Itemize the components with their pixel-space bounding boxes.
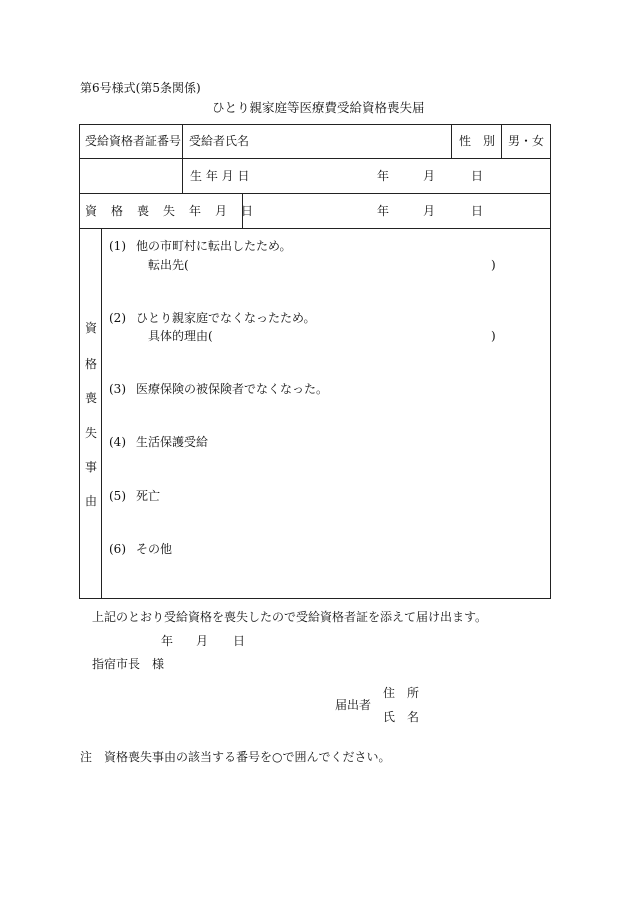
form-table [79,124,551,599]
reason-label-char: 資 [85,321,98,335]
notifier-name-label: 氏 名 [383,710,420,724]
birth-month: 月 [423,169,436,183]
loss-year: 年 [377,204,390,218]
reason-4-text: 生活保護受給 [136,435,209,449]
reason-5-text: 死亡 [136,489,161,503]
reason-label-char: 由 [85,494,98,508]
reason-1-text: 他の市町村に転出したため。 [136,239,292,253]
loss-month: 月 [423,204,436,218]
reason-1-number[interactable]: (1) [109,239,126,253]
reason-2-close: ) [491,329,496,343]
reason-label-char: 喪 [85,391,98,405]
reason-2-sub: 具体的理由( [148,329,213,343]
date-day: 日 [233,634,246,648]
reason-6-number[interactable]: (6) [109,542,126,556]
reason-6-text: その他 [136,542,173,556]
recipient-name-label: 受給者氏名 [189,134,250,148]
reason-5-number[interactable]: (5) [109,489,126,503]
reason-1-sub: 転出先( [148,258,189,272]
reason-3-text: 医療保険の被保険者でなくなった。 [136,382,329,396]
cert-number-label: 受給資格者証番号 [85,134,182,148]
date-month: 月 [196,634,209,648]
birth-year: 年 [377,169,390,183]
reason-1-close: ) [491,258,496,272]
reason-2-text: ひとり親家庭でなくなったため。 [136,311,316,325]
reason-2-number[interactable]: (2) [109,311,126,325]
form-number: 第6号様式(第5条関係) [80,81,201,95]
date-year: 年 [161,634,174,648]
page-title: ひとり親家庭等医療費受給資格喪失届 [212,100,425,115]
reason-label-char: 事 [85,460,98,474]
birthdate-label: 生 年 月 日 [190,169,250,183]
reason-label-char: 格 [85,357,98,371]
addressee: 指宿市長 様 [92,657,165,671]
notifier-address-label: 住 所 [383,686,420,700]
statement: 上記のとおり受給資格を喪失したので受給資格者証を添えて届け出ます。 [92,610,488,624]
loss-date-label: 資 格 喪 失 年 月 日 [85,204,255,218]
reason-label-char: 失 [85,426,98,440]
reason-4-number[interactable]: (4) [109,435,126,449]
birth-day: 日 [471,169,484,183]
gender-options[interactable]: 男・女 [508,134,545,148]
reason-3-number[interactable]: (3) [109,382,126,396]
footnote: 注 資格喪失事由の該当する番号を○で囲んでください。 [80,750,391,764]
notifier-label: 届出者 [335,698,372,712]
loss-day: 日 [471,204,484,218]
gender-label: 性 別 [459,134,496,148]
